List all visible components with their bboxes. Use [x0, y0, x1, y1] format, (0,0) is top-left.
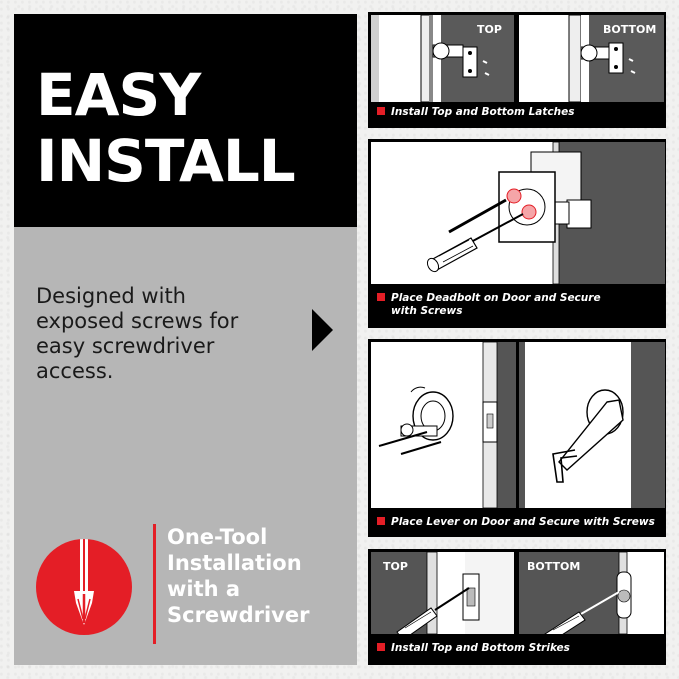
step-panel-strikes — [368, 549, 666, 665]
description-line-1: Designed with — [36, 284, 186, 308]
play-arrow-icon — [312, 309, 333, 351]
hero-banner — [14, 14, 357, 227]
latch-bottom-label: BOTTOM — [603, 23, 657, 36]
strike-top-label: TOP — [383, 560, 408, 573]
tool-callout-line-2: Installation — [167, 551, 302, 575]
strike-top-illustration — [371, 552, 514, 634]
step-panel-latches — [368, 12, 666, 128]
tool-callout-line-3: with a — [167, 577, 241, 601]
red-square-icon — [377, 107, 385, 115]
lever-illustration-left — [371, 342, 516, 508]
red-square-icon — [377, 643, 385, 651]
step-panel-deadbolt — [368, 139, 666, 328]
left-column — [14, 14, 357, 665]
latch-top-illustration — [371, 15, 514, 102]
step-caption-latches — [377, 106, 574, 119]
caption-text: Place Lever on Door and Secure with Screws — [391, 516, 655, 528]
strike-bottom-illustration — [519, 552, 664, 634]
step-caption-lever — [377, 516, 655, 529]
screwdriver-badge-icon — [36, 539, 132, 635]
hero-title-line-2: INSTALL — [36, 127, 295, 195]
tool-callout-line-4: Screwdriver — [167, 603, 310, 627]
deadbolt-illustration — [371, 142, 665, 284]
caption-text: Install Top and Bottom Strikes — [391, 642, 570, 654]
strike-bottom-label: BOTTOM — [527, 560, 581, 573]
description-line-4: access. — [36, 359, 114, 383]
lever-illustration-right — [519, 342, 665, 508]
step-panel-lever — [368, 339, 666, 537]
description-text — [36, 284, 306, 384]
step-caption-strikes — [377, 642, 570, 655]
latch-top-label: TOP — [477, 23, 502, 36]
step-caption-deadbolt — [377, 292, 601, 318]
caption-text-line-2: with Screws — [391, 305, 463, 317]
red-square-icon — [377, 517, 385, 525]
tool-callout-line-1: One-Tool — [167, 525, 268, 549]
caption-text: Install Top and Bottom Latches — [391, 106, 575, 118]
latch-bottom-illustration — [519, 15, 664, 102]
red-square-icon — [377, 293, 385, 301]
description-line-2: exposed screws for — [36, 309, 239, 333]
callout-divider — [153, 524, 156, 644]
hero-title-line-1: EASY — [36, 61, 201, 129]
description-line-3: easy screwdriver — [36, 334, 215, 358]
tool-callout-text — [167, 524, 309, 628]
caption-text-line-1: Place Deadbolt on Door and Secure — [391, 292, 601, 304]
